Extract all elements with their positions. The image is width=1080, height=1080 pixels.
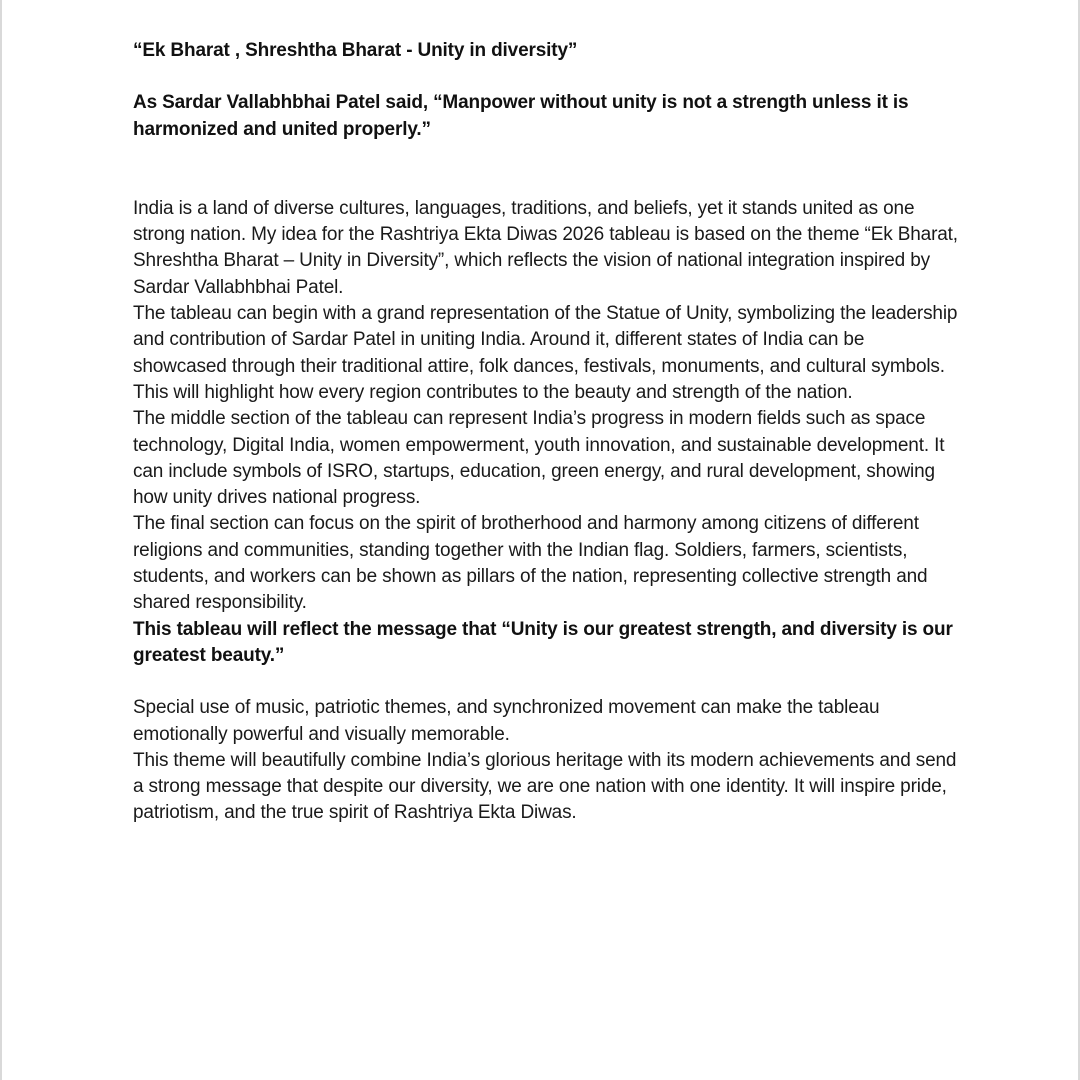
document-body [133,38,963,827]
paragraph-music: Special use of music, patriotic themes, and synchronized movement can make the tableau emotionally powerful and visually memorable. [133,697,880,745]
spacer [133,64,963,90]
paragraph-intro: India is a land of diverse cultures, languages, traditions, and beliefs, yet it stands united as one strong nation. My idea for the Rashtriya Ekta Diwas 2026 tableau is based on the theme “Ek Bharat, Shreshtha Bharat – Unity in Diversity”, which reflects the vision of national integration inspired by Sardar Vallabhbhai Patel. [133,197,958,298]
paragraph-final-section: The final section can focus on the spirit of brotherhood and harmony among citizens of different religions and communities, standing together with the Indian flag. Soldiers, farmers, scientists, students, and workers can be shown as pillars of the nation, representing collective strength and shared responsibility. [133,513,928,614]
key-message: This tableau will reflect the message that “Unity is our greatest strength, and diversity is our greatest beauty.” [133,618,953,666]
document-title: “Ek Bharat , Shreshtha Bharat - Unity in diversity” [133,40,578,61]
patel-quote: As Sardar Vallabhbhai Patel said, “Manpower without unity is not a strength unless it is harmonized and united properly.” [133,92,909,140]
paragraph-middle-section: The middle section of the tableau can represent India’s progress in modern fields such as space technology, Digital India, women empowerment, youth innovation, and sustainable development. It can include symbols of ISRO, startups, education, green energy, and rural development, showing how unity drives national progress. [133,408,945,509]
paragraph-statue-of-unity: The tableau can begin with a grand representation of the Statue of Unity, symbolizing the leadership and contribution of Sardar Patel in uniting India. Around it, different states of India can be showcased through their traditional attire, folk dances, festivals, monuments, and cultural symbols. This will highlight how every region contributes to the beauty and strength of the nation. [133,303,958,403]
spacer [133,143,963,196]
spacer [133,669,963,695]
paragraph-conclusion: This theme will beautifully combine India’s glorious heritage with its modern achievements and send a strong message that despite our diversity, we are one nation with one identity. It will inspire pride, patriotism, and the true spirit of Rashtriya Ekta Diwas. [133,749,957,824]
